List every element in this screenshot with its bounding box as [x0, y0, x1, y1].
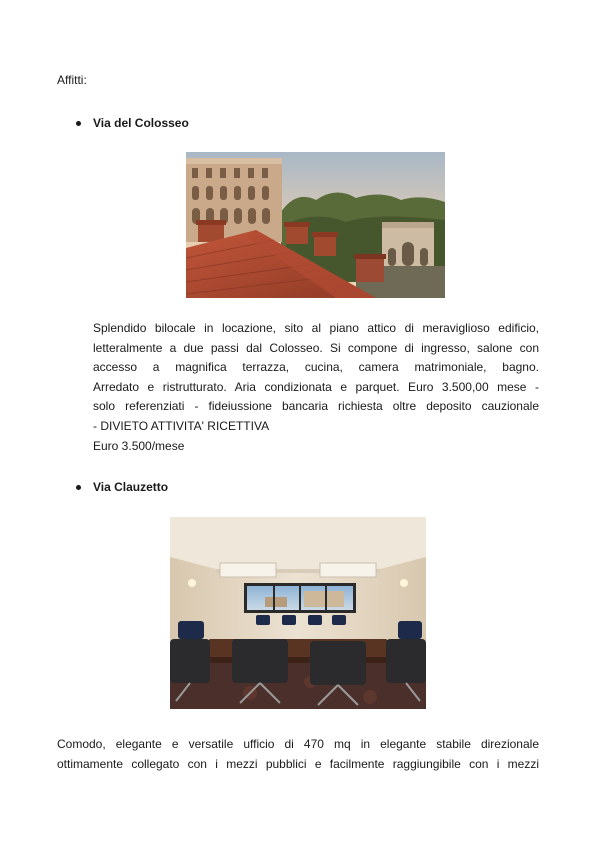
description-line: accesso a magnifica terrazza, cucina, camera matrimoniale, bagno.	[93, 360, 539, 375]
listing-title-text: Via Clauzetto	[93, 480, 169, 494]
listing-title-text: Via del Colosseo	[93, 116, 189, 130]
listing-title-colosseo	[76, 116, 189, 130]
description-line: ottimamente collegato con i mezzi pubblici e facilmente raggiungibile con i mezzi	[57, 756, 539, 771]
description-line: Splendido bilocale in locazione, sito al piano attico di meraviglioso edificio,	[93, 321, 539, 335]
description-line: solo referenziati - fideiussione bancaria richiesta oltre deposito cauzionale	[93, 399, 539, 414]
listing-title-clauzetto	[76, 480, 168, 494]
colosseo-photo	[186, 152, 445, 298]
description-line: Arredato e ristrutturato. Aria condizionata e parquet. Euro 3.500,00 mese -	[93, 379, 539, 394]
price-line: Euro 3.500/mese	[93, 438, 185, 453]
section-heading: Affitti:	[57, 73, 87, 87]
listing-description-colosseo	[93, 319, 539, 456]
description-line: Comodo, elegante e versatile ufficio di 470 mq in elegante stabile direzionale	[57, 737, 539, 751]
clauzetto-photo	[170, 517, 426, 709]
description-line: letteralmente a due passi dal Colosseo. Si compone di ingresso, salone con	[93, 340, 539, 355]
description-line: - DIVIETO ATTIVITA' RICETTIVA	[93, 418, 270, 433]
bullet-icon	[76, 121, 81, 126]
clauzetto-photo-illustration	[170, 517, 426, 709]
listing-description-clauzetto	[57, 735, 539, 774]
bullet-icon	[76, 485, 81, 490]
colosseo-photo-illustration	[186, 152, 445, 298]
